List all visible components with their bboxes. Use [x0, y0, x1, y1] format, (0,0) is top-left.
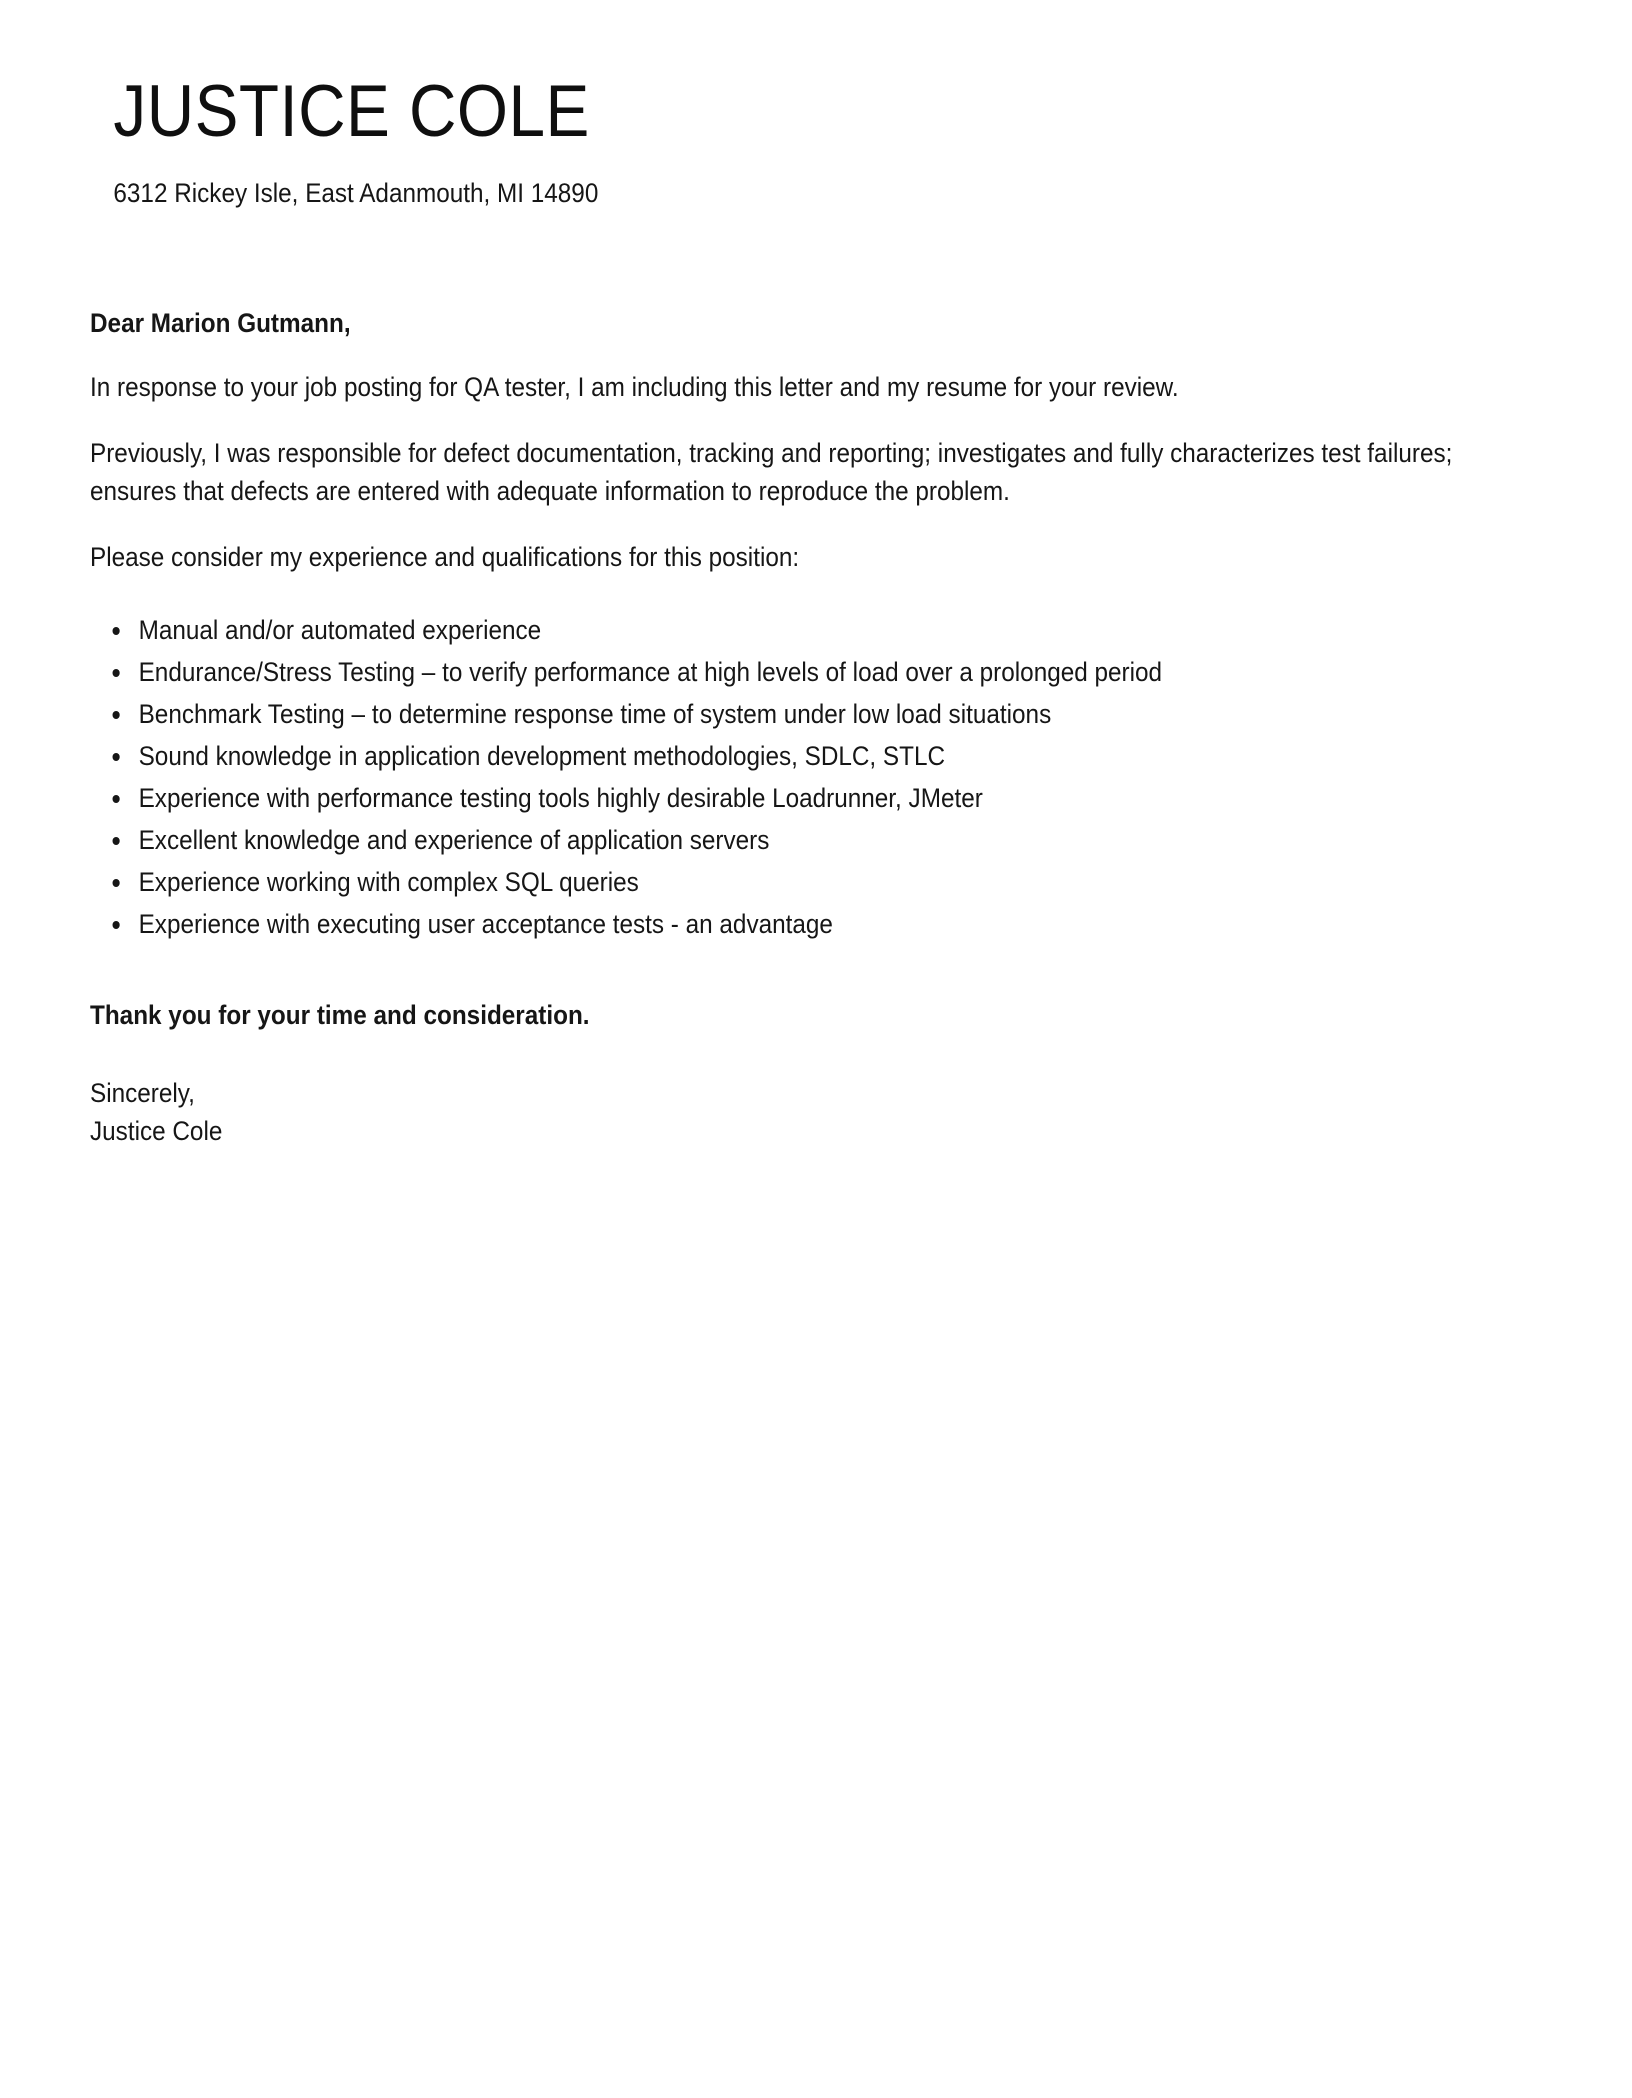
- list-item: • Experience working with complex SQL queries: [133, 862, 1461, 902]
- closing-word: Sincerely,: [90, 1078, 195, 1108]
- sender-address: 6312 Rickey Isle, East Adanmouth, MI 14890: [113, 178, 599, 208]
- list-item: • Endurance/Stress Testing – to verify performance at high levels of load over a prolonged period: [133, 652, 1461, 692]
- signoff: [90, 1074, 1461, 1150]
- qualification-list: [90, 610, 1461, 944]
- list-item: • Experience with executing user acceptance tests - an advantage: [133, 904, 1461, 944]
- paragraph-consider: Please consider my experience and qualifications for this position:: [90, 542, 800, 572]
- letter-header: [90, 71, 1461, 212]
- sender-name: JUSTICE COLE: [113, 71, 590, 152]
- signature-name: Justice Cole: [90, 1116, 223, 1146]
- paragraph-experience: Previously, I was responsible for defect documentation, tracking and reporting; investigates and fully characterizes test failures; ensures that defects are entered with adequate information to reproduce the problem.: [90, 438, 1453, 506]
- list-item: • Manual and/or automated experience: [133, 610, 1461, 650]
- list-item: • Experience with performance testing tools highly desirable Loadrunner, JMeter: [133, 778, 1461, 818]
- paragraph-intro: In response to your job posting for QA tester, I am including this letter and my resume for your review.: [90, 372, 1179, 402]
- list-item: • Excellent knowledge and experience of application servers: [133, 820, 1461, 860]
- list-item: • Benchmark Testing – to determine response time of system under low load situations: [133, 694, 1461, 734]
- list-item: • Sound knowledge in application development methodologies, SDLC, STLC: [133, 736, 1461, 776]
- thank-you-line: Thank you for your time and consideration.: [90, 1000, 590, 1030]
- greeting: Dear Marion Gutmann,: [90, 308, 351, 338]
- letter-body: [90, 304, 1461, 1150]
